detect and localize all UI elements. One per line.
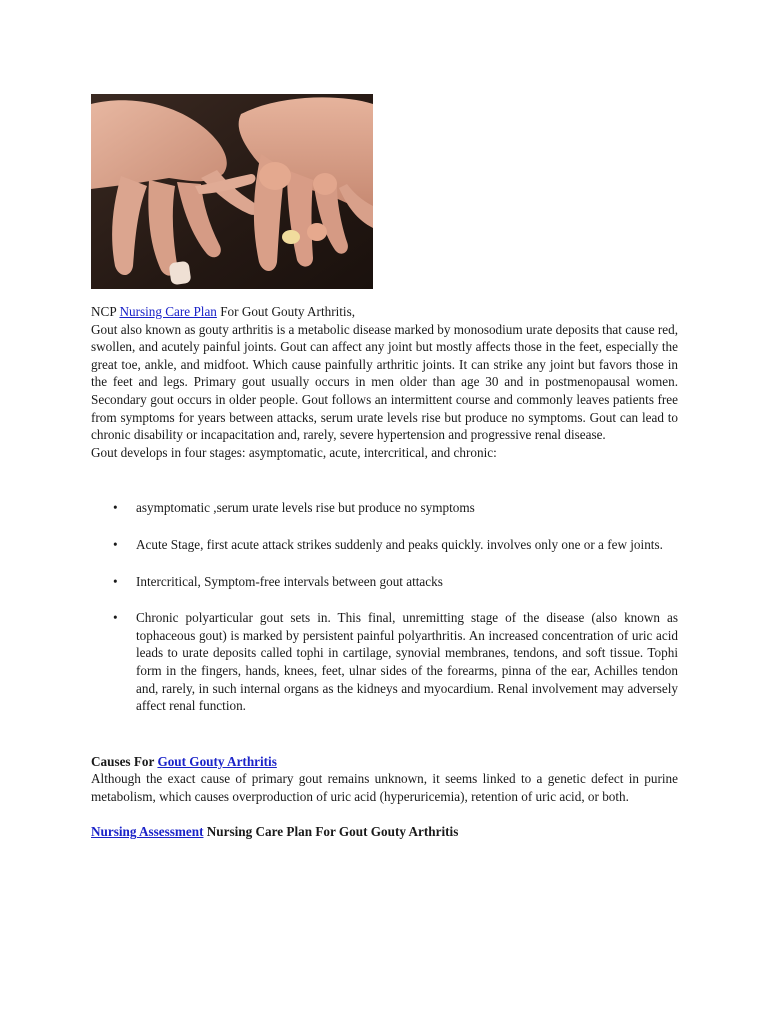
bullet-icon: •	[113, 573, 118, 589]
hands-illustration	[91, 94, 373, 289]
nursing-care-plan-link[interactable]: Nursing Care Plan	[119, 304, 217, 319]
stage-text: Intercritical, Symptom-free intervals between gout attacks	[136, 573, 443, 589]
stages-list	[91, 499, 678, 714]
gouty-hands-photo	[91, 94, 373, 289]
causes-heading-prefix: Causes For	[91, 753, 158, 769]
article-body	[91, 303, 678, 841]
assessment-heading	[91, 823, 678, 841]
intro-suffix: For Gout Gouty Arthritis,	[216, 304, 356, 319]
stages-intro: Gout develops in four stages: asymptomatic, acute, intercritical, and chronic:	[91, 444, 497, 460]
intro-line	[91, 303, 678, 321]
nursing-assessment-link[interactable]: Nursing Assessment	[91, 824, 204, 840]
stage-text: Chronic polyarticular gout sets in. This final, unremitting stage of the disease (also known as tophaceous gout) is marked by persistent painful polyarthritis. An increased concentration of uric acid leads to urate deposits called tophi in cartilage, synovial membranes, tendons, and soft tissue. Tophi form in the fingers, hands, knees, feet, ulnar sides of the forearms, pinna of the ear, Achilles tendon and, rarely, in such internal organs as the kidneys and myocardium. Renal involvement may adversely affect renal function.	[136, 610, 678, 714]
list-item	[91, 499, 678, 517]
bullet-icon: •	[113, 610, 118, 626]
intro-prefix: NCP	[91, 304, 120, 319]
list-item	[91, 573, 678, 591]
gout-gouty-arthritis-link[interactable]: Gout Gouty Arthritis	[157, 753, 277, 769]
list-item	[91, 536, 678, 554]
gout-description-paragraph: Gout also known as gouty arthritis is a metabolic disease marked by monosodium urate deposits that cause red, swollen, and acutely painful joints. Gout can affect any joint but mostly affects those in the feet, especially the great toe, ankle, and midfoot. Which cause painfully arthritic joints. It can strike any joint but favors those in the feet and legs. Primary gout usually occurs in men older than age 30 and in postmenopausal women. Secondary gout occurs in older people. Gout follows an intermittent course and commonly leaves patients free from symptoms for years between attacks, serum urate levels rise but produce no symptoms. Gout can lead to chronic disability or incapacitation and, rarely, severe hypertension and progressive renal disease.	[91, 321, 678, 443]
bullet-icon: •	[113, 500, 118, 516]
bullet-icon: •	[113, 536, 118, 552]
list-item	[91, 609, 678, 715]
causes-heading	[91, 753, 678, 771]
assessment-heading-suffix: Nursing Care Plan For Gout Gouty Arthritis	[203, 824, 459, 840]
stage-text: asymptomatic ,serum urate levels rise but produce no symptoms	[136, 500, 475, 516]
causes-paragraph: Although the exact cause of primary gout remains unknown, it seems linked to a genetic defect in purine metabolism, which causes overproduction of uric acid (hyperuricemia), retention of uric acid, or both.	[91, 771, 678, 804]
stage-text: Acute Stage, first acute attack strikes suddenly and peaks quickly. involves only one or a few joints.	[136, 536, 663, 552]
